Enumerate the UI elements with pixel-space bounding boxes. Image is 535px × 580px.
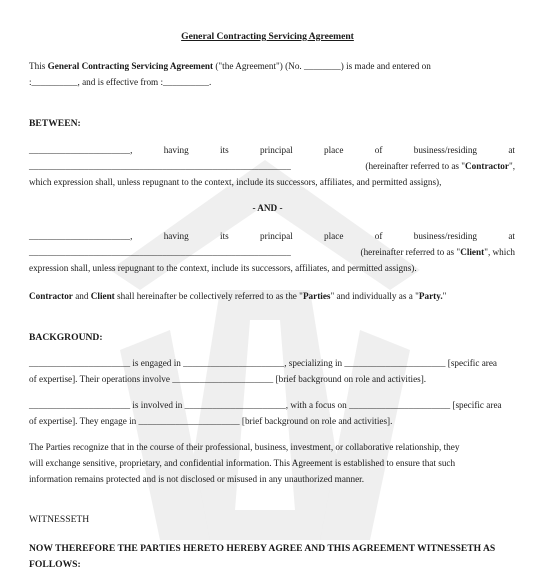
collective-reference: Contractor and Client shall hereinafter be collectively referred to as the "Parties" and individually as a "Party."	[29, 291, 447, 301]
recognize-line-3: information remains protected and is not disclosed or misused in any unauthorized manner.	[29, 474, 365, 484]
party2-line-2: _________________________________________________________ (hereinafter referred to as "Client", which	[29, 247, 515, 257]
document-title: General Contracting Servicing Agreement	[181, 31, 354, 42]
intro-line-2: :__________, and is effective from :__________.	[29, 77, 212, 87]
and-separator: - AND -	[252, 203, 283, 213]
recognize-line-1: The Parties recognize that in the course of their professional, business, investment, or collaborative relationship, they	[29, 442, 460, 452]
recognize-line-2: will exchange sensitive, proprietary, and confidential information. This Agreement is established to ensure that such	[29, 458, 456, 468]
background-para-1-line-1: ______________________ is engaged in ______________________, specializing in ______________________ [specific area	[29, 358, 497, 368]
now-therefore-line-2: FOLLOWS:	[29, 559, 81, 570]
party1-line-3: which expression shall, unless repugnant to the context, include its successors, affiliates, and permitted assigns),	[29, 177, 442, 187]
background-para-1-line-2: of expertise]. Their operations involve ______________________ [brief background on role and activities].	[29, 374, 427, 384]
between-heading: BETWEEN:	[29, 118, 81, 129]
intro-line-1: This General Contracting Servicing Agreement ("the Agreement") (No. ________) is made and entered on	[29, 61, 431, 71]
witnesseth-heading: WITNESSETH	[29, 514, 90, 525]
party2-line-1: ______________________, having its principal place of business/residing at	[29, 231, 515, 241]
now-therefore-line-1: NOW THEREFORE THE PARTIES HERETO HEREBY AGREE AND THIS AGREEMENT WITNESSETH AS	[29, 543, 496, 554]
party1-line-1: ______________________, having its principal place of business/residing at	[29, 145, 515, 155]
party2-line-3: expression shall, unless repugnant to the context, include its successors, affiliates, and permitted assigns).	[29, 263, 417, 273]
agreement-name: General Contracting Servicing Agreement	[47, 61, 214, 71]
background-para-2-line-1: ______________________ is involved in ______________________, with a focus on ______________________ [specific area	[29, 400, 502, 410]
party1-line-2: _________________________________________________________ (hereinafter referred to as "Contractor",	[29, 161, 515, 171]
background-para-2-line-2: of expertise]. They engage in ______________________ [brief background on role and activities].	[29, 416, 393, 426]
background-heading: BACKGROUND:	[29, 332, 103, 343]
